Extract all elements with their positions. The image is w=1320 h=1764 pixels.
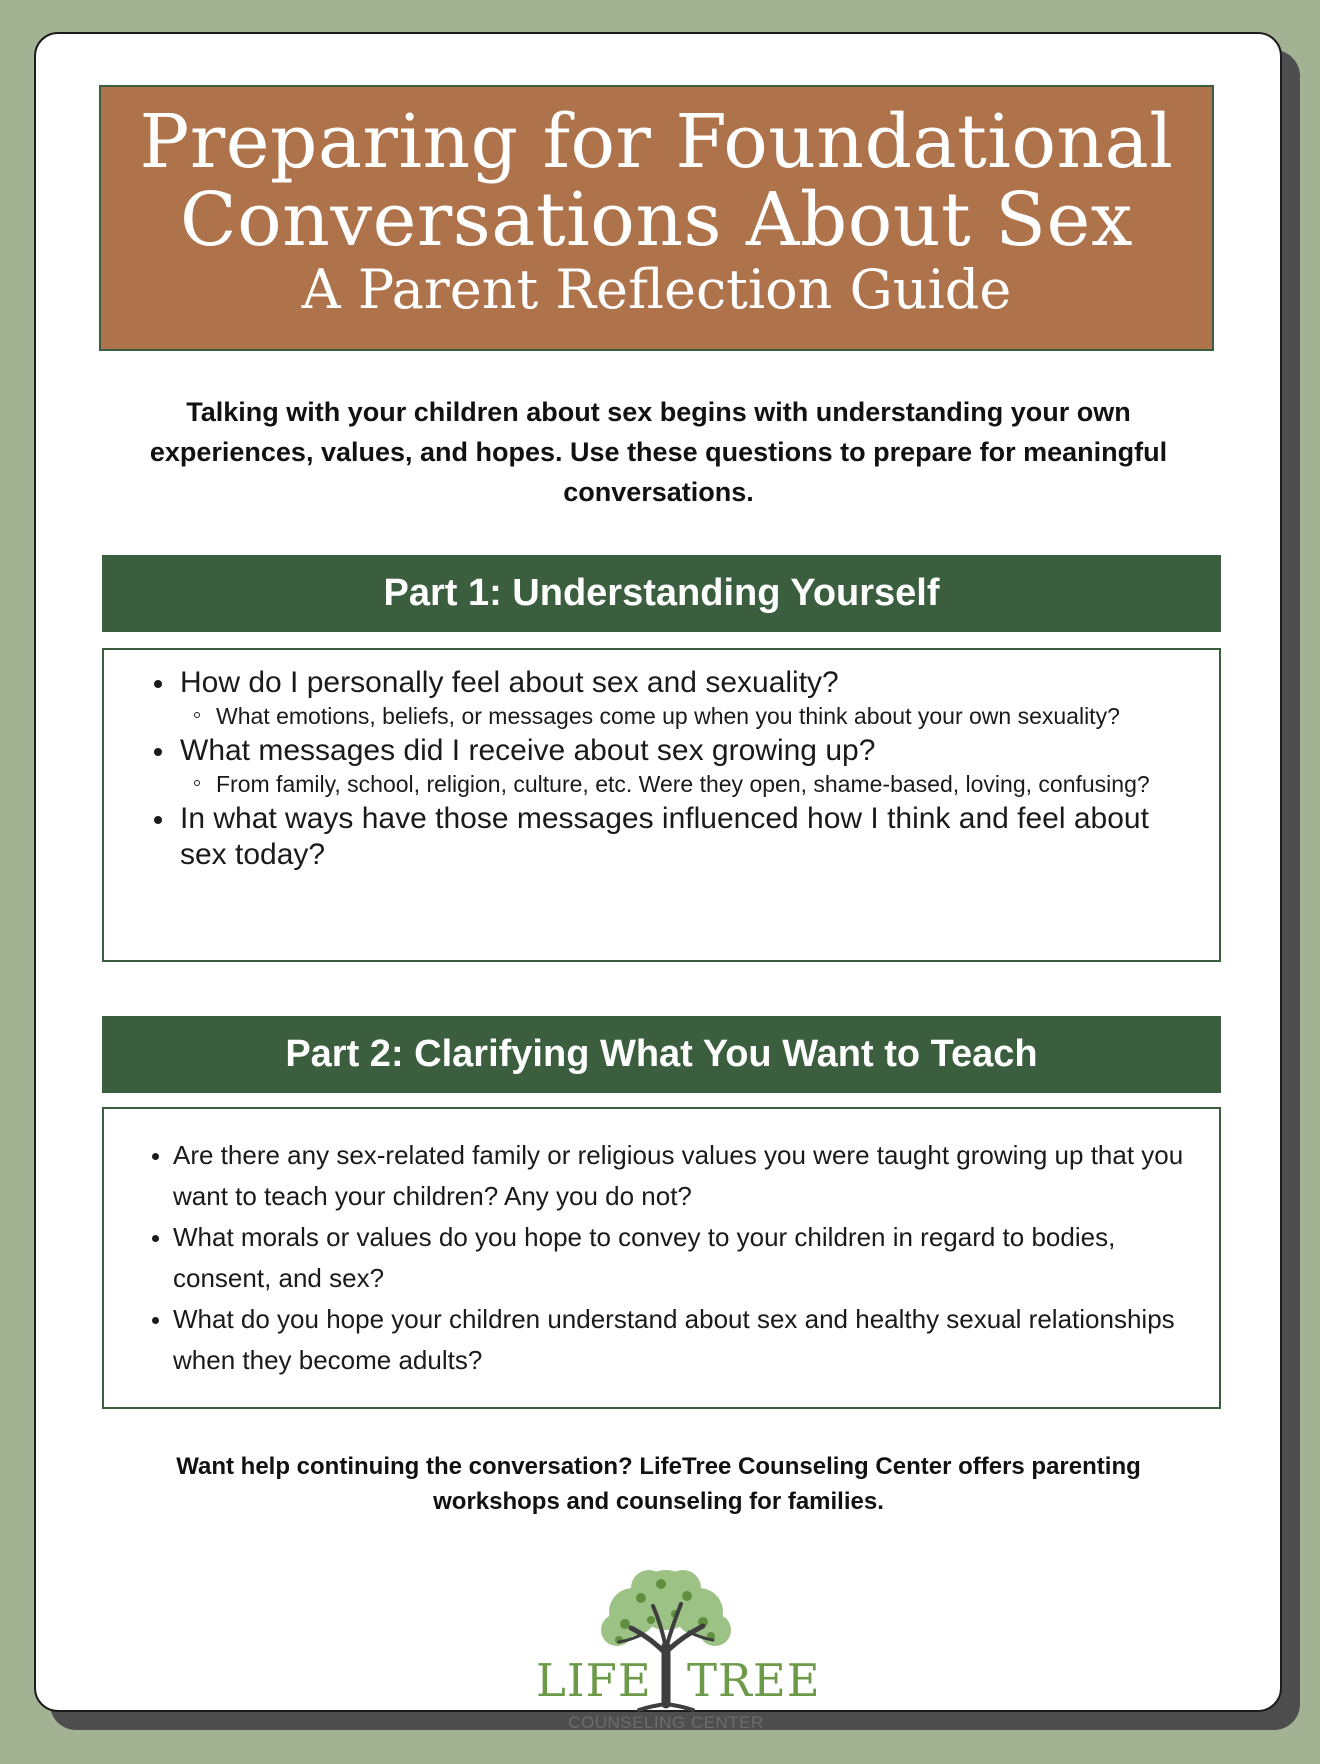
logo-subline: COUNSELING CENTER <box>568 1713 764 1732</box>
page-subtitle: A Parent Reflection Guide <box>301 258 1012 321</box>
part1-subquestion <box>104 769 1219 799</box>
part1-questions-box <box>102 648 1221 962</box>
part1-question-text: What messages did I receive about sex growing up? <box>180 734 876 767</box>
part1-subquestion <box>104 701 1219 731</box>
hollow-bullet-icon <box>194 780 200 786</box>
page-title-line-1: Preparing for Foundational <box>139 99 1174 185</box>
part2-question-text: What do you hope your children understand about sex and healthy sexual relationships when they become adults? <box>173 1304 1175 1375</box>
bullet-icon <box>152 1235 159 1242</box>
bullet-icon <box>154 748 162 756</box>
part1-question-list <box>104 650 1219 873</box>
bullet-icon <box>152 1317 159 1324</box>
hollow-bullet-icon <box>194 712 200 718</box>
bullet-icon <box>152 1153 159 1160</box>
part2-question-text: What morals or values do you hope to convey to your children in regard to bodies, consent, and sex? <box>173 1222 1116 1293</box>
part2-questions-box <box>102 1107 1221 1409</box>
lifetree-logo <box>536 1564 821 1734</box>
bullet-icon <box>154 816 162 824</box>
part1-question <box>104 733 1219 769</box>
part2-question <box>104 1299 1219 1381</box>
title-banner <box>99 85 1214 351</box>
bullet-icon <box>154 680 162 688</box>
part2-question-text: Are there any sex-related family or religious values you were taught growing up that you want to teach your children? Any you do not? <box>173 1140 1184 1211</box>
call-to-action: Want help continuing the conversation? LifeTree Counseling Center offers parenting workshops and counseling for families. <box>176 1453 1141 1515</box>
part1-subquestion-text: From family, school, religion, culture, etc. Were they open, shame-based, loving, confusing? <box>216 771 1150 797</box>
part2-question <box>104 1135 1219 1217</box>
part1-question-text: How do I personally feel about sex and sexuality? <box>180 666 839 699</box>
part1-subquestion-text: What emotions, beliefs, or messages come up when you think about your own sexuality? <box>216 703 1120 729</box>
part2-question <box>104 1217 1219 1299</box>
part1-question <box>104 801 1219 873</box>
part1-question-text: In what ways have those messages influenced how I think and feel about sex today? <box>180 802 1149 871</box>
part1-heading: Part 1: Understanding Yourself <box>102 555 1221 632</box>
part2-question-list <box>104 1109 1219 1381</box>
part2-heading: Part 2: Clarifying What You Want to Teach <box>102 1016 1221 1093</box>
logo-word-tree: TREE <box>687 1654 821 1707</box>
logo-word-life: LIFE <box>536 1654 652 1707</box>
part1-question <box>104 665 1219 701</box>
reflection-guide-card <box>34 32 1282 1732</box>
intro-paragraph: Talking with your children about sex begins with understanding your own experiences, values, and hopes. Use these questions to prepare for meaningful conversations. <box>149 397 1168 507</box>
page-title-line-2: Conversations About Sex <box>179 177 1133 263</box>
